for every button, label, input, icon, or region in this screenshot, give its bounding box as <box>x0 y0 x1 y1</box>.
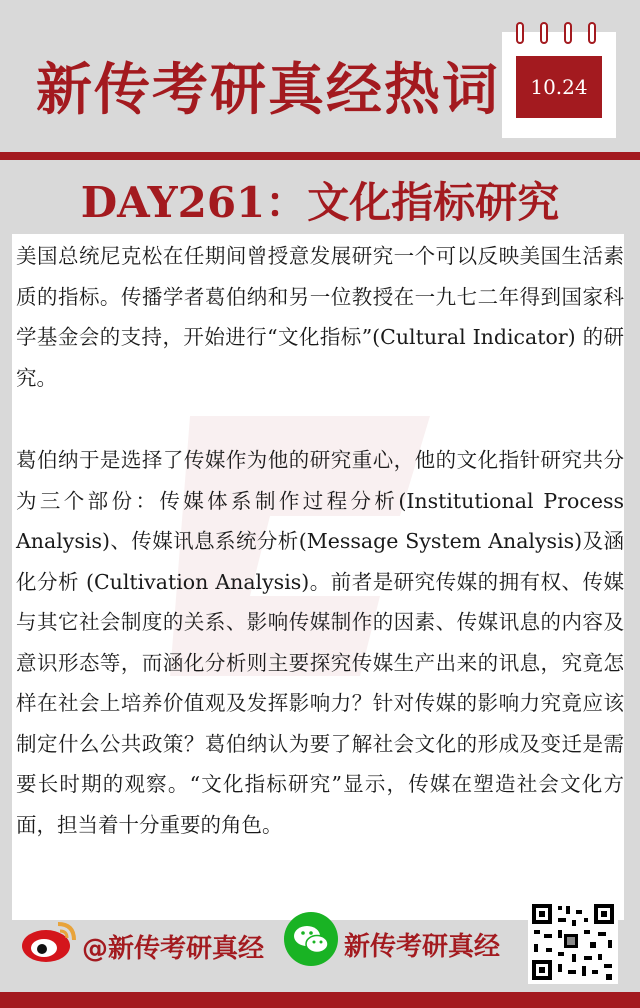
weibo-handle: @新传考研真经 <box>82 934 265 964</box>
header <box>0 0 640 150</box>
weibo-icon <box>20 918 78 964</box>
wechat-icon <box>284 912 338 966</box>
calendar-date: 10.24 <box>516 56 602 118</box>
divider <box>0 152 640 160</box>
paragraph-2: 葛伯纳于是选择了传媒作为他的研究重心，他的文化指针研究共分为三个部份：传媒体系制作过程分析(Institutional Process Analysis)、传媒讯息系统分析(Message System Analysis)及涵化分析 (Cultivation Analysis)。前者是研究传媒的拥有权、传媒与其它社会制度的关系、影响传媒制作的因素、传媒讯息的内容及意识形态等，而涵化分析则主要探究传媒生产出来的讯息，究竟怎样在社会上培养价值观及发挥影响力？针对传媒的影响力究竟应该制定什么公共政策？葛伯纳认为要了解社会文化的形成及变迁是需要长时期的观察。“文化指标研究”显示，传媒在塑造社会文化方面，担当着十分重要的角色。 <box>16 448 624 837</box>
day-title: DAY261：文化指标研究 <box>80 178 560 227</box>
calendar-icon <box>502 32 616 138</box>
paragraph-1: 美国总统尼克松在任期间曾授意发展研究一个可以反映美国生活素质的指标。传播学者葛伯纳和另一位教授在一九七二年得到国家科学基金会的支持，开始进行“文化指标”(Cultural Indicator) 的研究。 <box>16 244 624 390</box>
qr-code <box>528 900 618 984</box>
wechat-name: 新传考研真经 <box>344 932 501 962</box>
main-title: 新传考研真经热词 <box>36 58 500 123</box>
bottom-bar <box>0 992 640 1008</box>
